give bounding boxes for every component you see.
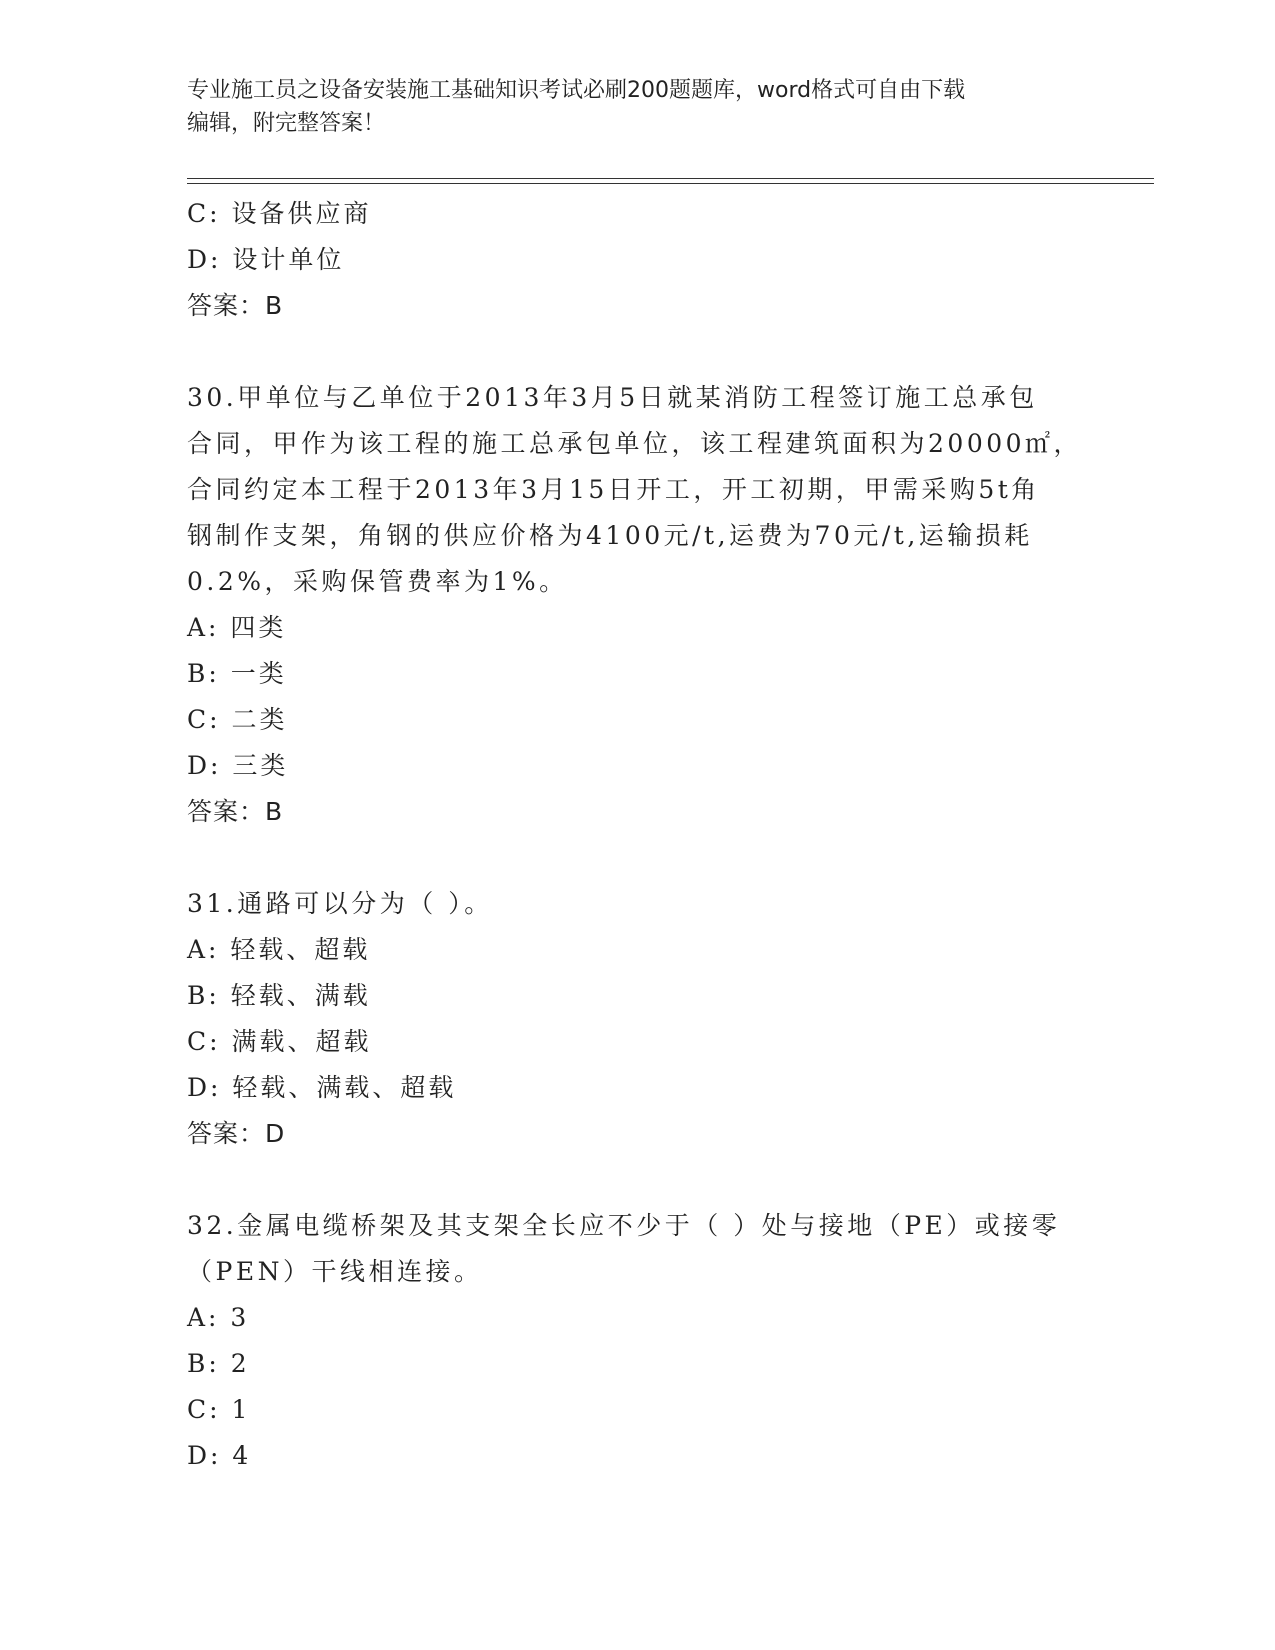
option-c: C: 设备供应商	[187, 199, 372, 228]
question-32	[187, 1203, 1087, 1479]
option-b: B: 轻载、满载	[187, 981, 371, 1010]
option-d: D: 三类	[187, 751, 289, 780]
spacer	[187, 1157, 1087, 1203]
question-text-line: 合同，甲作为该工程的施工总承包单位，该工程建筑面积为20000㎡，	[187, 429, 1083, 458]
question-text-line: 32.金属电缆桥架及其支架全长应不少于（ ）处与接地（PE）或接零	[187, 1211, 1061, 1240]
question-text-line: 31.通路可以分为（ ）。	[187, 889, 493, 918]
question-31	[187, 881, 1087, 1157]
spacer	[187, 835, 1087, 881]
option-d: D: 轻载、满载、超载	[187, 1073, 457, 1102]
option-b: B: 一类	[187, 659, 287, 688]
question-30	[187, 375, 1087, 835]
answer-line: 答案：B	[187, 291, 284, 320]
question-text	[187, 1203, 1087, 1295]
option-c: C: 二类	[187, 705, 288, 734]
question-text-line: 30.甲单位与乙单位于2013年3月5日就某消防工程签订施工总承包	[187, 383, 1038, 412]
option-a: A: 3	[187, 1303, 250, 1332]
question-text	[187, 881, 1087, 927]
question-text-line: 钢制作支架，角钢的供应价格为4100元/t,运费为70元/t,运输损耗	[187, 521, 1033, 550]
question-text-line: 0.2%，采购保管费率为1%。	[187, 567, 568, 596]
option-a: A: 轻载、超载	[187, 935, 371, 964]
option-b: B: 2	[187, 1349, 250, 1378]
option-c: C: 满载、超载	[187, 1027, 372, 1056]
question-29-continued	[187, 191, 1087, 329]
answer-line: 答案：B	[187, 797, 284, 826]
document-body	[187, 191, 1087, 1479]
option-d: D: 设计单位	[187, 245, 345, 274]
question-text-line: 合同约定本工程于2013年3月15日开工，开工初期，甲需采购5t角	[187, 475, 1040, 504]
question-text-line: （PEN）干线相连接。	[187, 1257, 483, 1286]
header-divider-top	[187, 178, 1154, 179]
option-d: D: 4	[187, 1441, 252, 1470]
option-c: C: 1	[187, 1395, 251, 1424]
question-text	[187, 375, 1087, 605]
document-header	[187, 74, 1067, 140]
header-line-1: 专业施工员之设备安装施工基础知识考试必刷200题题库，word格式可自由下载	[187, 78, 966, 103]
option-a: A: 四类	[187, 613, 287, 642]
spacer	[187, 329, 1087, 375]
header-divider-bottom	[187, 183, 1154, 184]
header-line-2: 编辑，附完整答案！	[187, 111, 386, 136]
answer-line: 答案：D	[187, 1119, 286, 1148]
